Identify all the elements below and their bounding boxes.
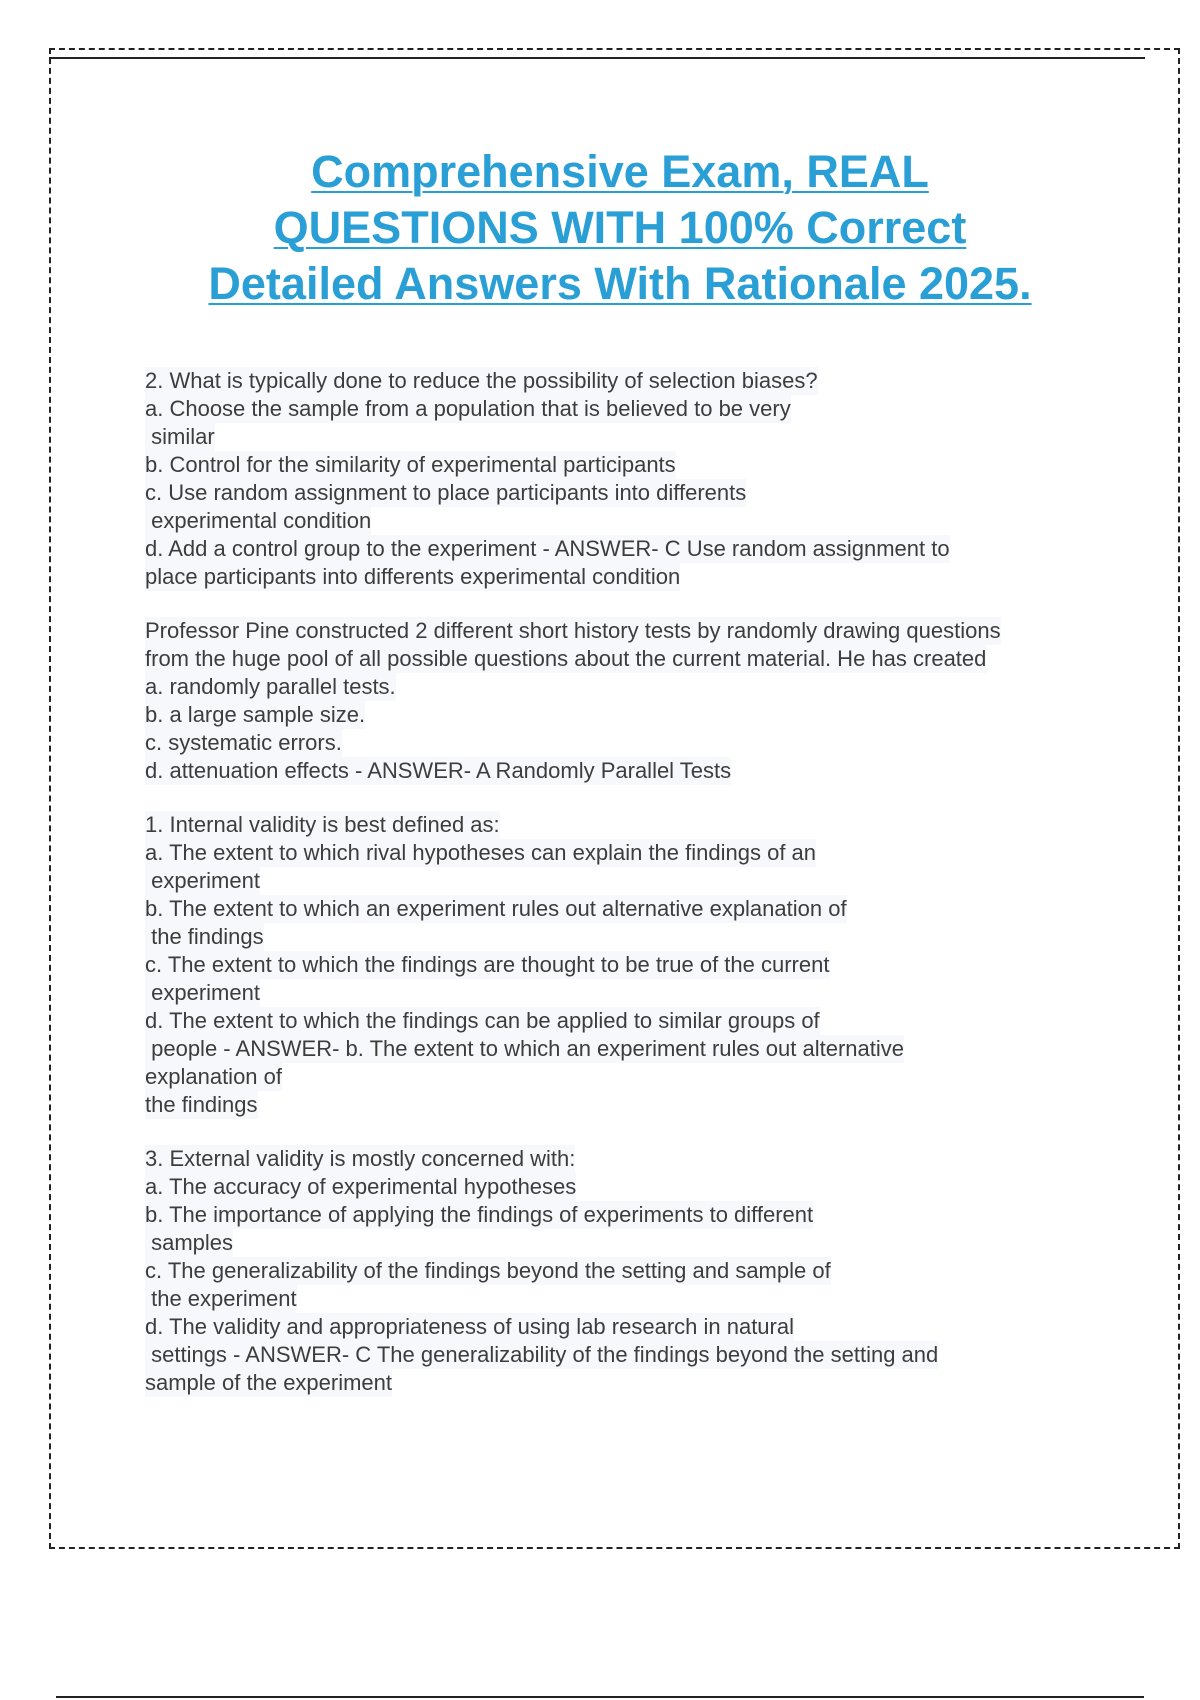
title-line: Detailed Answers With Rationale 2025. (208, 258, 1032, 309)
question-line: sample of the experiment (145, 1370, 393, 1395)
question-line: the findings (145, 1092, 258, 1117)
question-line: b. Control for the similarity of experimental participants (145, 452, 676, 477)
question-line: a. The extent to which rival hypotheses can explain the findings of an (145, 840, 817, 865)
top-rule (49, 57, 1145, 59)
question-block (145, 367, 1105, 591)
question-line: c. The generalizability of the findings beyond the setting and sample of (145, 1258, 831, 1283)
question-line: a. randomly parallel tests. (145, 674, 396, 699)
question-line: similar (145, 424, 215, 449)
question-line: d. The extent to which the findings can be applied to similar groups of (145, 1008, 820, 1033)
title-line: QUESTIONS WITH 100% Correct (273, 202, 967, 253)
document-title (120, 144, 1120, 312)
question-line: explanation of (145, 1064, 282, 1089)
question-line: experimental condition (145, 508, 372, 533)
question-line: c. systematic errors. (145, 730, 342, 755)
question-line: d. attenuation effects - ANSWER- A Randomly Parallel Tests (145, 758, 732, 783)
question-line: experiment (145, 868, 260, 893)
question-line: place participants into differents experimental condition (145, 564, 681, 589)
question-line: b. The extent to which an experiment rules out alternative explanation of (145, 896, 847, 921)
question-line: the findings (145, 924, 264, 949)
title-line: Comprehensive Exam, REAL (311, 146, 929, 197)
question-list (145, 367, 1105, 1423)
bottom-rule (56, 1696, 1144, 1698)
question-line: people - ANSWER- b. The extent to which an experiment rules out alternative (145, 1036, 904, 1061)
question-line: b. The importance of applying the findings of experiments to different (145, 1202, 814, 1227)
question-line: 2. What is typically done to reduce the possibility of selection biases? (145, 368, 818, 393)
question-line: 3. External validity is mostly concerned with: (145, 1146, 576, 1171)
question-line: c. Use random assignment to place participants into differents (145, 480, 747, 505)
question-line: a. The accuracy of experimental hypotheses (145, 1174, 577, 1199)
question-line: Professor Pine constructed 2 different short history tests by randomly drawing questions (145, 618, 1001, 643)
question-line: b. a large sample size. (145, 702, 366, 727)
question-line: 1. Internal validity is best defined as: (145, 812, 500, 837)
question-line: the experiment (145, 1286, 297, 1311)
question-block (145, 617, 1105, 785)
question-line: c. The extent to which the findings are thought to be true of the current (145, 952, 830, 977)
question-line: settings - ANSWER- C The generalizability of the findings beyond the setting and (145, 1342, 939, 1367)
question-block (145, 1145, 1105, 1397)
question-line: a. Choose the sample from a population that is believed to be very (145, 396, 791, 421)
question-block (145, 811, 1105, 1119)
question-line: from the huge pool of all possible questions about the current material. He has created (145, 646, 987, 671)
question-line: samples (145, 1230, 234, 1255)
question-line: d. Add a control group to the experiment - ANSWER- C Use random assignment to (145, 536, 950, 561)
question-line: experiment (145, 980, 260, 1005)
question-line: d. The validity and appropriateness of using lab research in natural (145, 1314, 794, 1339)
